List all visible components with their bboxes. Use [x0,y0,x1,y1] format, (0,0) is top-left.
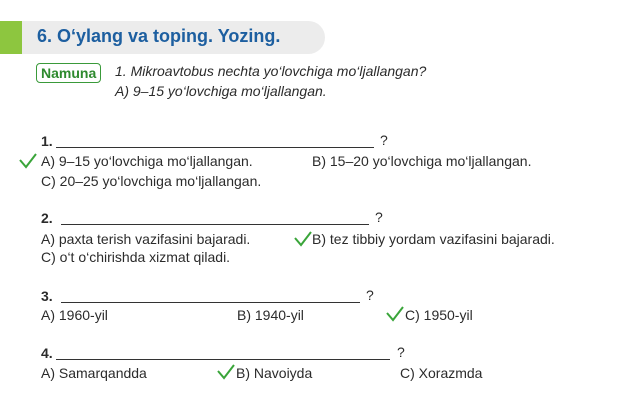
option-b[interactable]: B) 15–20 yo‘lovchiga mo‘ljallangan. [312,153,532,169]
answer-line[interactable] [56,147,374,148]
option-a[interactable]: A) 9–15 yo‘lovchiga mo‘ljallangan. [41,153,253,169]
option-b[interactable]: B) tez tibbiy yordam vazifasini bajaradi. [312,231,555,247]
option-c[interactable]: C) 1950-yil [405,307,473,323]
option-c[interactable]: C) 20–25 yo‘lovchiga mo‘ljallangan. [41,173,262,189]
question-number: 2. [41,210,53,226]
section-accent-bar [0,21,24,54]
question-number: 4. [41,345,53,361]
answer-line[interactable] [61,302,360,303]
check-icon [19,153,37,169]
option-a[interactable]: A) paxta terish vazifasini bajaradi. [41,231,251,247]
check-icon [294,231,312,247]
question-mark: ? [397,344,405,360]
answer-line[interactable] [56,359,390,360]
option-a[interactable]: A) 1960-yil [41,307,108,323]
option-c[interactable]: C) Xorazmda [400,365,483,381]
option-c[interactable]: C) o‘t o‘chirishda xizmat qiladi. [41,249,231,265]
question-mark: ? [375,209,383,225]
example-badge: Namuna [36,63,101,83]
example-answer: A) 9–15 yo‘lovchiga mo‘ljallangan. [115,83,327,99]
question-number: 1. [41,133,53,149]
option-b[interactable]: B) Navoiyda [236,365,313,381]
check-icon [217,364,235,380]
question-mark: ? [366,287,374,303]
example-question: 1. Mikroavtobus nechta yo‘lovchiga mo‘ljallangan? [115,63,427,79]
question-number: 3. [41,288,53,304]
answer-line[interactable] [61,224,369,225]
option-a[interactable]: A) Samarqandda [41,365,147,381]
exercise-title: 6. O‘ylang va toping. Yozing. [37,26,281,46]
check-icon [386,306,404,322]
option-b[interactable]: B) 1940-yil [237,307,304,323]
question-mark: ? [380,132,388,148]
